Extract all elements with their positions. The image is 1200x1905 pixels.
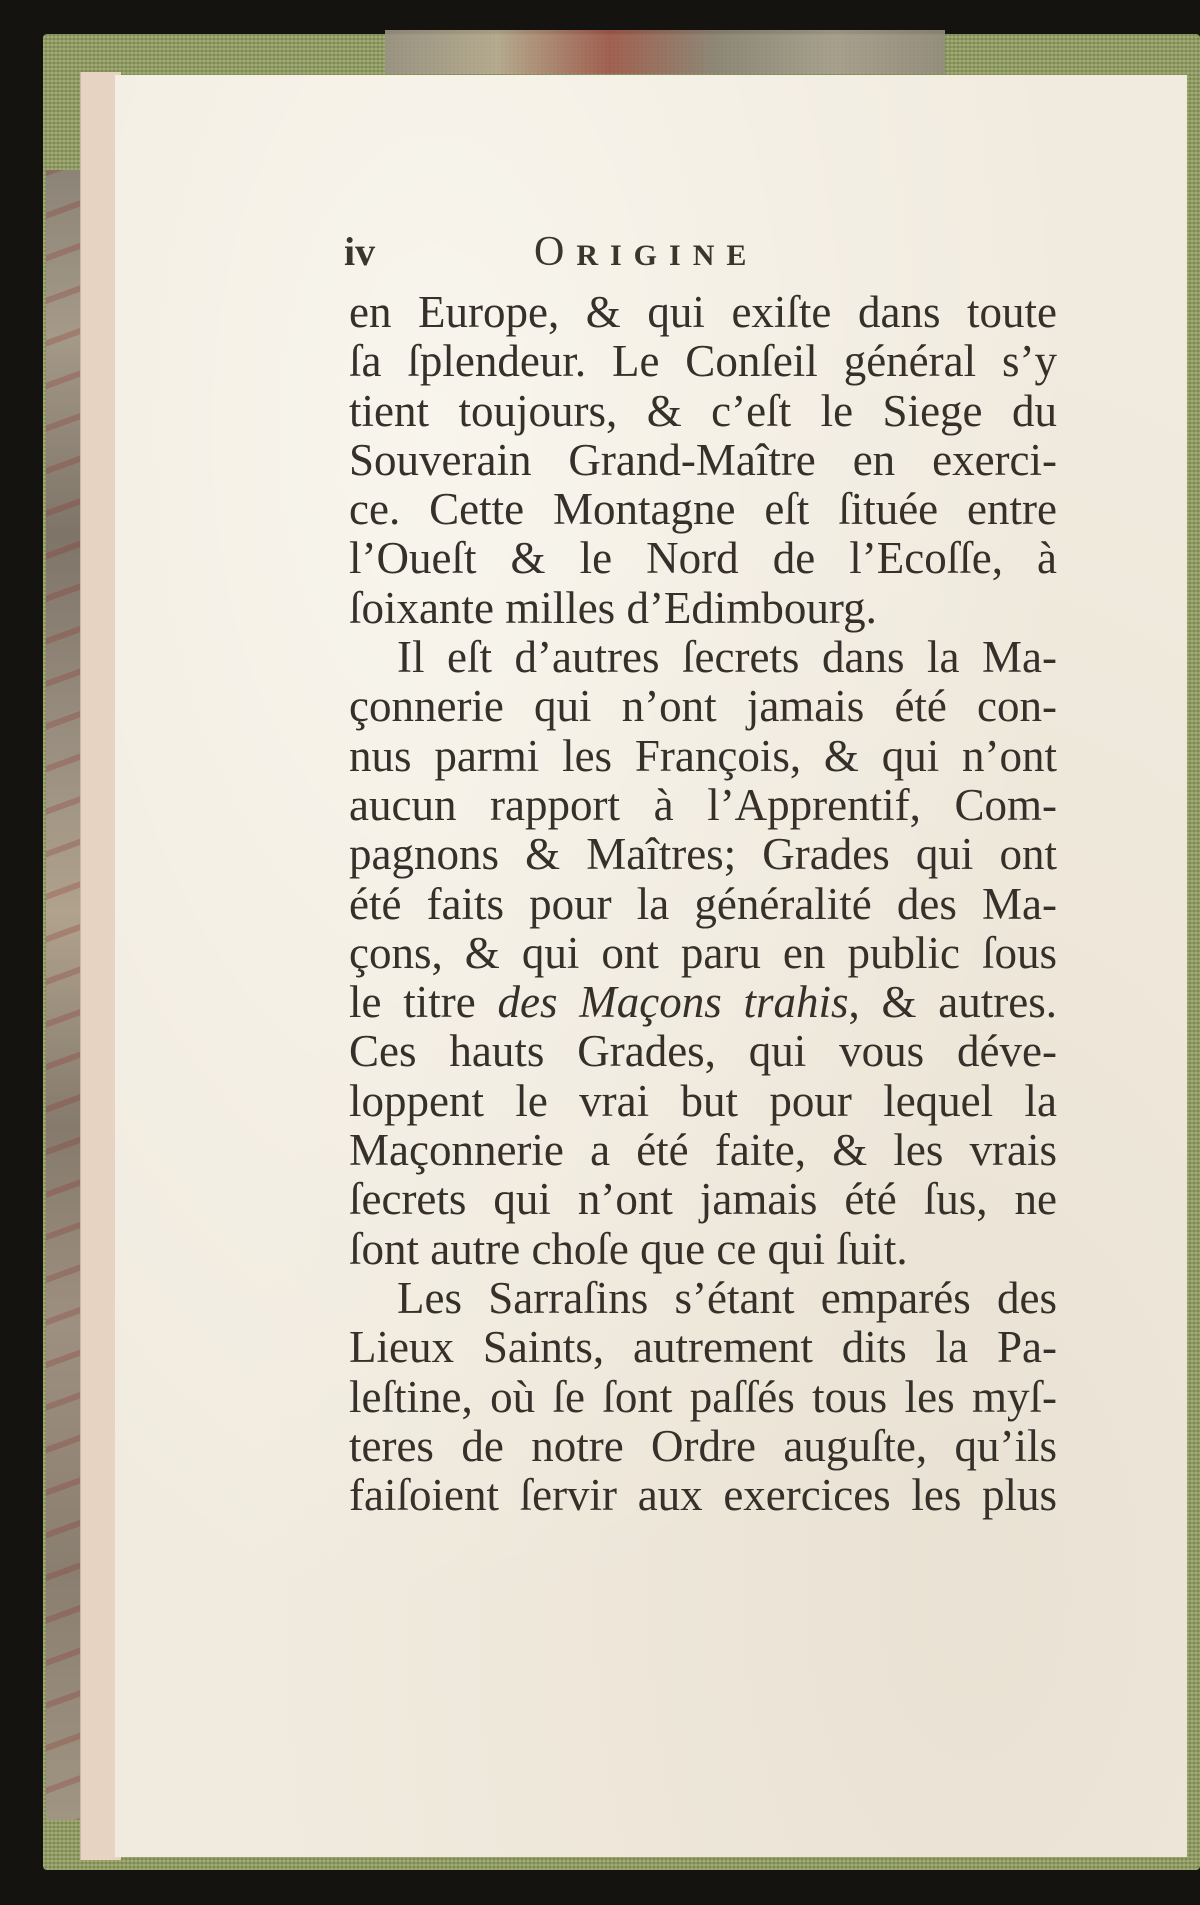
text-line: Maçonnerie a été faite, & les vrais: [349, 1125, 1057, 1176]
page-number: iv: [344, 229, 376, 274]
marbled-paper-top: [385, 30, 945, 74]
text-line: Il eſt d’autres ſecrets dans la Ma-: [397, 632, 1057, 683]
text-line: ce. Cette Montagne eſt ſituée entre: [349, 484, 1057, 535]
text-line: pagnons & Maîtres; Grades qui ont: [349, 829, 1057, 880]
text-line: çonnerie qui n’ont jamais été con-: [349, 681, 1057, 732]
text-line: ſecrets qui n’ont jamais été ſus, ne: [349, 1174, 1057, 1225]
text-line: tient toujours, & c’eſt le Siege du: [349, 385, 1057, 436]
text-line: l’Oueſt & le Nord de l’Ecoſſe, à: [349, 533, 1057, 584]
text-line: le titre des Maçons trahis, & autres.: [349, 977, 1057, 1028]
running-title: ORIGINE: [534, 229, 759, 275]
text-line: aucun rapport à l’Apprentif, Com-: [349, 779, 1057, 830]
text-line: Lieux Saints, autrement dits la Pa-: [349, 1322, 1057, 1373]
text-line: leſtine, où ſe ſont paſſés tous les myſ-: [349, 1371, 1057, 1422]
text-line: été faits pour la généralité des Ma-: [349, 878, 1057, 929]
text-line: faiſoient ſervir aux exercices les plus: [349, 1470, 1057, 1521]
text-line: Souverain Grand-Maître en exerci-: [349, 434, 1057, 485]
text-line: teres de notre Ordre auguſte, qu’ils: [349, 1420, 1057, 1471]
text-line: ſont autre choſe que ce qui ſuit.: [349, 1223, 908, 1274]
italic-title: des Maçons trahis: [497, 977, 849, 1028]
body-text: [349, 288, 1057, 1520]
text-line: en Europe, & qui exiſte dans toute: [349, 287, 1057, 337]
text-line: Ces hauts Grades, qui vous déve-: [349, 1026, 1057, 1077]
text-line: çons, & qui ont paru en public ſous: [349, 927, 1057, 978]
page-header: [344, 228, 1064, 278]
text-line: ſa ſplendeur. Le Conſeil général s’y: [349, 336, 1057, 387]
text-line: nus parmi les François, & qui n’ont: [349, 730, 1057, 781]
text-line: loppent le vrai but pour lequel la: [349, 1075, 1057, 1126]
text-line: Les Sarraſins s’étant emparés des: [397, 1272, 1057, 1323]
marbled-paper-edge: [46, 170, 82, 1820]
text-line: ſoixante milles d’Edimbourg.: [349, 582, 877, 633]
